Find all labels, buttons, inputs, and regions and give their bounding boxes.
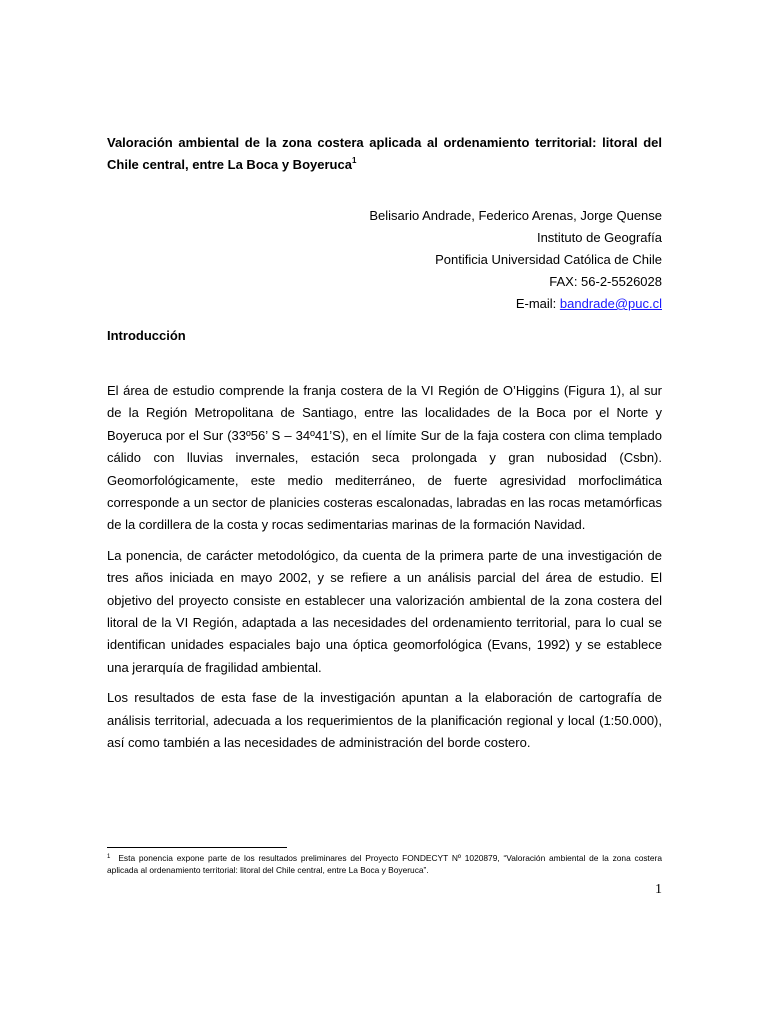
footnote-text: Esta ponencia expone parte de los resultados preliminares del Proyecto FONDECYT Nº 1020879, “Valoración ambiental de la zona costera aplicada al ordenamiento territorial: litoral del Chile central, entre La Boca y Boyeruca”. [107, 853, 662, 875]
page-number: 1 [655, 882, 662, 897]
paragraph: Los resultados de esta fase de la investigación apuntan a la elaboración de cartografía de análisis territorial, adecuada a los requerimientos de la planificación regional y local (1:50.000), así como también a las necesidades de administración del borde costero. [107, 690, 662, 751]
section-heading-introduccion: Introducción [107, 328, 186, 343]
paragraph: La ponencia, de carácter metodológico, da cuenta de la primera parte de una investigación de tres años iniciada en mayo 2002, y se refiere a un análisis parcial del área de estudio. El objetivo del proyecto consiste en establecer una valorización ambiental de la zona costera del litoral de la VI Región, adaptada a las necesidades del ordenamiento territorial, para lo cual se identifican unidades espaciales bajo una óptica geomorfológica (Evans, 1992) y se establece una jerarquía de fragilidad ambiental. [107, 547, 662, 675]
paper-title-text: Valoración ambiental de la zona costera aplicada al ordenamiento territorial: litoral del Chile central, entre La Boca y Boyeruca [107, 135, 662, 172]
footnote [107, 852, 662, 876]
author-institute: Instituto de Geografía [536, 230, 662, 245]
paper-title [107, 132, 662, 176]
email-label: E-mail: [515, 296, 560, 311]
author-fax: FAX: 56-2-5526028 [549, 274, 662, 289]
author-block [300, 205, 662, 315]
footnote-marker: 1 [107, 854, 111, 860]
paragraph: El área de estudio comprende la franja costera de la VI Región de O’Higgins (Figura 1), al sur de la Región Metropolitana de Santiago, entre las localidades de la Boca por el Norte y Boyeruca por el Sur (33º56’ S – 34º41’S), en el límite Sur de la faja costera con clima templado cálido con lluvias invernales, estación seca prolongada y gran nubosidad (Csbn). Geomorfológicamente, este medio mediterráneo, de fuerte agresividad morfoclimática corresponde a un sector de planicies costeras escalonadas, labradas en las rocas metamórficas de la cordillera de la costa y rocas sedimentarias marinas de la formación Navidad. [107, 383, 662, 533]
author-email-line [300, 293, 662, 315]
author-names: Belisario Andrade, Federico Arenas, Jorge Quense [369, 208, 662, 223]
email-link[interactable]: bandrade@puc.cl [559, 296, 662, 311]
title-footnote-marker[interactable]: 1 [351, 156, 357, 165]
footnote-separator [107, 847, 287, 848]
author-university: Pontificia Universidad Católica de Chile [435, 252, 662, 267]
body-text [107, 380, 662, 763]
